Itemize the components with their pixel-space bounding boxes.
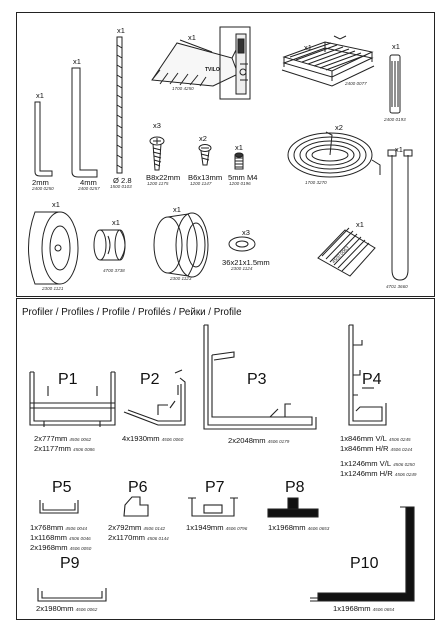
shelf-qty: x1 <box>304 43 312 52</box>
cloth-code: 1700 4250 <box>172 86 194 91</box>
p10-line-1: 1x1968mm 4506 0654 <box>333 604 395 613</box>
screw-b8-qty: x3 <box>153 121 161 130</box>
grub-qty: x1 <box>235 143 243 152</box>
p5-line-3: 2x1968mm 4506 0050 <box>30 543 92 552</box>
p4-line-1: 1x846mm V/L 4506 0245 <box>340 434 411 443</box>
p6-line-2: 2x1170mm 4506 0144 <box>108 533 169 542</box>
wall-cup-code: 2300 1121 <box>42 286 64 291</box>
allen-2mm-size: 2mm <box>32 178 49 187</box>
screw-b8-code: 1200 1175 <box>147 181 169 186</box>
p1-line-1: 2x777mm 4506 0062 <box>34 434 92 443</box>
p4-label: P4 <box>362 371 382 388</box>
washer-code: 2300 1124 <box>231 266 253 271</box>
hose-coil-qty: x2 <box>335 123 343 132</box>
rosette-qty: x1 <box>173 205 181 214</box>
p2-label: P2 <box>140 371 160 388</box>
allen-2mm-code: 2400 0250 <box>32 186 54 191</box>
rod-qty: x1 <box>117 26 125 35</box>
p9-line-1: 2x1980mm 4506 0062 <box>36 604 98 613</box>
rosette-code: 2300 1123 <box>170 276 192 281</box>
hose-code: 4701 3660 <box>386 284 408 289</box>
profile-p7-icon <box>188 498 238 516</box>
profile-p9-icon <box>38 588 106 601</box>
profiles-title: Profiler / Profiles / Profile / Profilés / Рейки / Profile <box>22 307 242 318</box>
profile-p6-icon <box>124 497 148 516</box>
p4-line-4: 1x1246mm H/R 4506 0249 <box>340 469 417 478</box>
p7-label: P7 <box>205 479 225 496</box>
p5-line-1: 1x768mm 4506 0044 <box>30 523 88 532</box>
allen-4mm-size: 4mm <box>80 178 97 187</box>
screw-b6-size: B6x13mm <box>188 173 223 182</box>
allen-4mm-qty: x1 <box>73 57 81 66</box>
manual-code: 4500 0063 <box>330 245 350 265</box>
p5-line-2: 1x1168mm 4506 0046 <box>30 533 91 542</box>
washer-size: 36x21x1.5mm <box>222 258 270 267</box>
p3-label: P3 <box>247 371 267 388</box>
p6-label: P6 <box>128 479 148 496</box>
grub-size: 5mm M4 <box>228 173 258 182</box>
p7-line-1: 1x1949mm 4506 0796 <box>186 523 248 532</box>
profile-p10-icon <box>310 507 414 601</box>
screw-b8-size: B8x22mm <box>146 173 181 182</box>
p2-line-1: 4x1930mm 4506 0060 <box>122 434 184 443</box>
p8-line-1: 1x1968mm 4606 0653 <box>268 523 330 532</box>
p10-label: P10 <box>350 555 379 572</box>
profile-p8-icon <box>268 498 318 517</box>
handshower-qty: x1 <box>392 42 400 51</box>
p1-line-2: 2x1177mm 4506 0086 <box>34 444 95 453</box>
hose-qty: x1 <box>395 145 403 154</box>
allen-4mm-code: 2400 0257 <box>78 186 100 191</box>
p1-label: P1 <box>58 371 78 388</box>
p3-line-1: 2x2048mm 4506 0179 <box>228 436 290 445</box>
screw-b6-qty: x2 <box>199 134 207 143</box>
p4-line-2: 1x846mm H/R 4506 0244 <box>340 444 413 453</box>
knob-qty: x1 <box>112 218 120 227</box>
manual-qty: x1 <box>356 220 364 229</box>
p6-line-1: 2x792mm 4506 0142 <box>108 523 166 532</box>
p4-line-3: 1x1246mm V/L 4506 0250 <box>340 459 415 468</box>
allen-2mm-qty: x1 <box>36 91 44 100</box>
wall-cup-qty: x1 <box>52 200 60 209</box>
cloth-brand: TVILO <box>205 67 220 73</box>
rod-size: Ø 2.8 <box>113 176 132 185</box>
rod-code: 1500 0103 <box>110 184 132 189</box>
knob-code: 4700 3738 <box>103 268 125 273</box>
shelf-code: 2400 0077 <box>345 81 367 86</box>
p8-label: P8 <box>285 479 305 496</box>
profile-p5-icon <box>40 500 78 513</box>
screw-b6-code: 1200 1147 <box>190 181 212 186</box>
hose-coil-code: 1700 3270 <box>305 180 327 185</box>
washer-qty: x3 <box>242 228 250 237</box>
cloth-qty: x1 <box>188 33 196 42</box>
p9-label: P9 <box>60 555 80 572</box>
handshower-code: 2400 0193 <box>384 117 406 122</box>
p5-label: P5 <box>52 479 72 496</box>
grub-code: 1200 0196 <box>229 181 251 186</box>
